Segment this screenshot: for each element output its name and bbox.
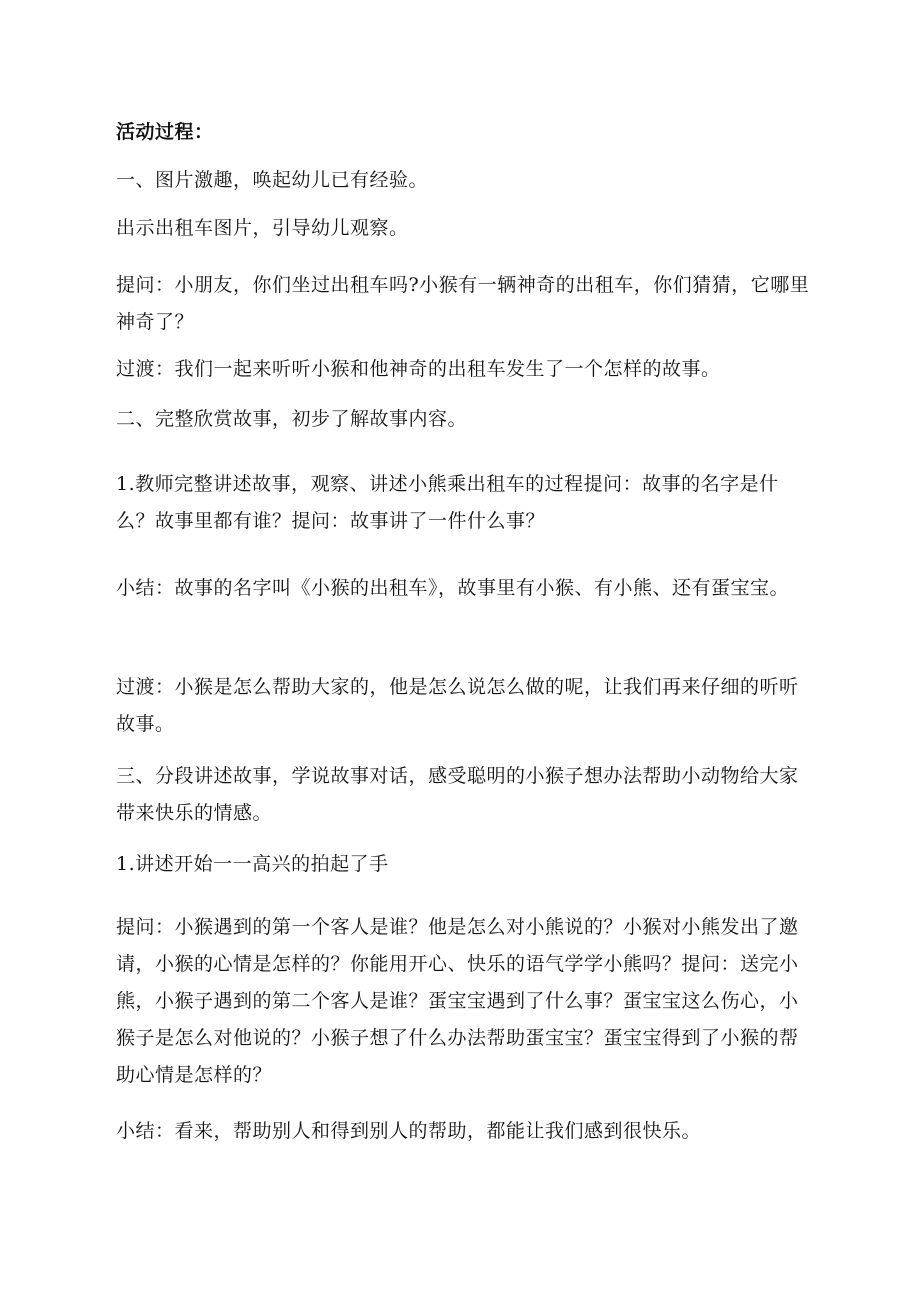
paragraph-2: 出示出租车图片，引导幼儿观察。: [116, 217, 409, 239]
paragraph-4: 过渡：我们一起来听听小猴和他神奇的出租车发生了一个怎样的故事。: [116, 358, 721, 380]
paragraph-1: 一、图片激趣，唤起幼儿已有经验。: [116, 169, 429, 191]
paragraph-5: 二、完整欣赏故事，初步了解故事内容。: [116, 408, 468, 430]
paragraph-11: 提问：小猴遇到的第一个客人是谁？他是怎么对小熊说的？小猴对小熊发出了邀请，小猴的心情是怎样的？你能用开心、快乐的语气学学小熊吗？提问：送完小熊，小猴子遇到的第二个客人是谁？蛋宝宝遇到了什么事？蛋宝宝这么伤心，小猴子是怎么对他说的？小猴子想了什么办法帮助蛋宝宝？蛋宝宝得到了小猴的帮助心情是怎样的？: [116, 916, 799, 1086]
paragraph-7: 小结：故事的名字叫《小猴的出租车》，故事里有小猴、有小熊、还有蛋宝宝。: [116, 577, 790, 599]
paragraph-10: 1.讲述开始一一高兴的拍起了手: [116, 853, 389, 875]
paragraph-8: 过渡：小猴是怎么帮助大家的，他是怎么说怎么做的呢，让我们再来仔细的听听故事。: [116, 676, 799, 735]
paragraph-3: 提问：小朋友，你们坐过出租车吗?小猴有一辆神奇的出租车，你们猜猜，它哪里神奇了？: [116, 274, 810, 333]
paragraph-12: 小结：看来，帮助别人和得到别人的帮助，都能让我们感到很快乐。: [116, 1120, 702, 1142]
section-heading: 活动过程：: [116, 121, 214, 143]
paragraph-9: 三、分段讲述故事，学说故事对话，感受聪明的小猴子想办法帮助小动物给大家带来快乐的情感。: [116, 765, 799, 824]
paragraph-6: 1.教师完整讲述故事，观察、讲述小熊乘出租车的过程提问：故事的名字是什么？故事里都有谁？提问：故事讲了一件什么事？: [116, 473, 779, 532]
